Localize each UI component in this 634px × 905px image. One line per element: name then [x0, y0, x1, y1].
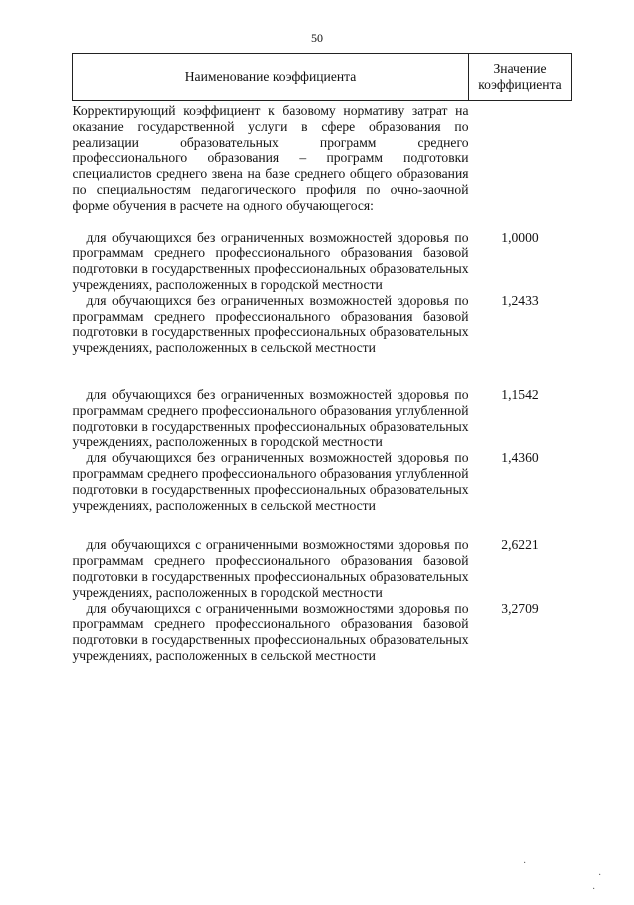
row-description: для обучающихся без ограниченных возможностей здоровья по программам среднего профессионального образования базовой подготовки в государственных профессиональных образовательных учреждениях, расположенных в сельской местности	[72, 292, 469, 356]
table-row	[73, 601, 572, 664]
table-row	[73, 387, 572, 450]
table-row	[73, 450, 572, 513]
scan-speck: ·	[523, 858, 527, 869]
header-coefficient-name: Наименование коэффициента	[73, 54, 469, 101]
scan-speck: ·	[598, 870, 602, 881]
row-value: 1,1542	[501, 386, 539, 402]
coefficient-table	[72, 53, 572, 664]
row-description: для обучающихся без ограниченных возможностей здоровья по программам среднего профессионального образования базовой подготовки в государственных профессиональных образовательных учреждениях, расположенных в городской местности	[72, 229, 469, 292]
row-value: 3,2709	[501, 600, 539, 616]
row-value: 1,0000	[501, 229, 539, 245]
header-coefficient-value: Значение коэффициента	[469, 54, 572, 101]
table-row	[73, 537, 572, 600]
intro-row	[73, 101, 572, 214]
intro-text: Корректирующий коэффициент к базовому нормативу затрат на оказание государственной услуги в сфере образования по реализации образовательных программ среднего профессионального образования – программ подготовки специалистов среднего звена на базе среднего общего образования по специальностям педагогического профиля по очно-заочной форме обучения в расчете на одного обучающегося:	[72, 103, 469, 213]
row-value: 2,6221	[501, 537, 539, 553]
row-description: для обучающихся без ограниченных возможностей здоровья по программам среднего профессионального образования углубленной подготовки в государственных профессиональных образовательных учреждениях, расположенных в сельской местности	[72, 450, 469, 513]
scan-speck: ·	[592, 884, 596, 895]
row-description: для обучающихся с ограниченными возможностями здоровья по программам среднего профессионального образования базовой подготовки в государственных профессиональных образовательных учреждениях, расположенных в городской местности	[72, 537, 469, 600]
row-value: 1,4360	[501, 450, 539, 466]
row-value: 1,2433	[501, 292, 539, 308]
row-description: для обучающихся с ограниченными возможностями здоровья по программам среднего профессионального образования базовой подготовки в государственных профессиональных образовательных учреждениях, расположенных в сельской местности	[72, 600, 469, 663]
table-row	[73, 230, 572, 293]
table-row	[73, 293, 572, 356]
page-number: 50	[311, 31, 323, 45]
table-header-row	[73, 54, 572, 101]
row-description: для обучающихся без ограниченных возможностей здоровья по программам среднего профессионального образования углубленной подготовки в государственных профессиональных образовательных учреждениях, расположенных в городской местности	[72, 386, 469, 450]
